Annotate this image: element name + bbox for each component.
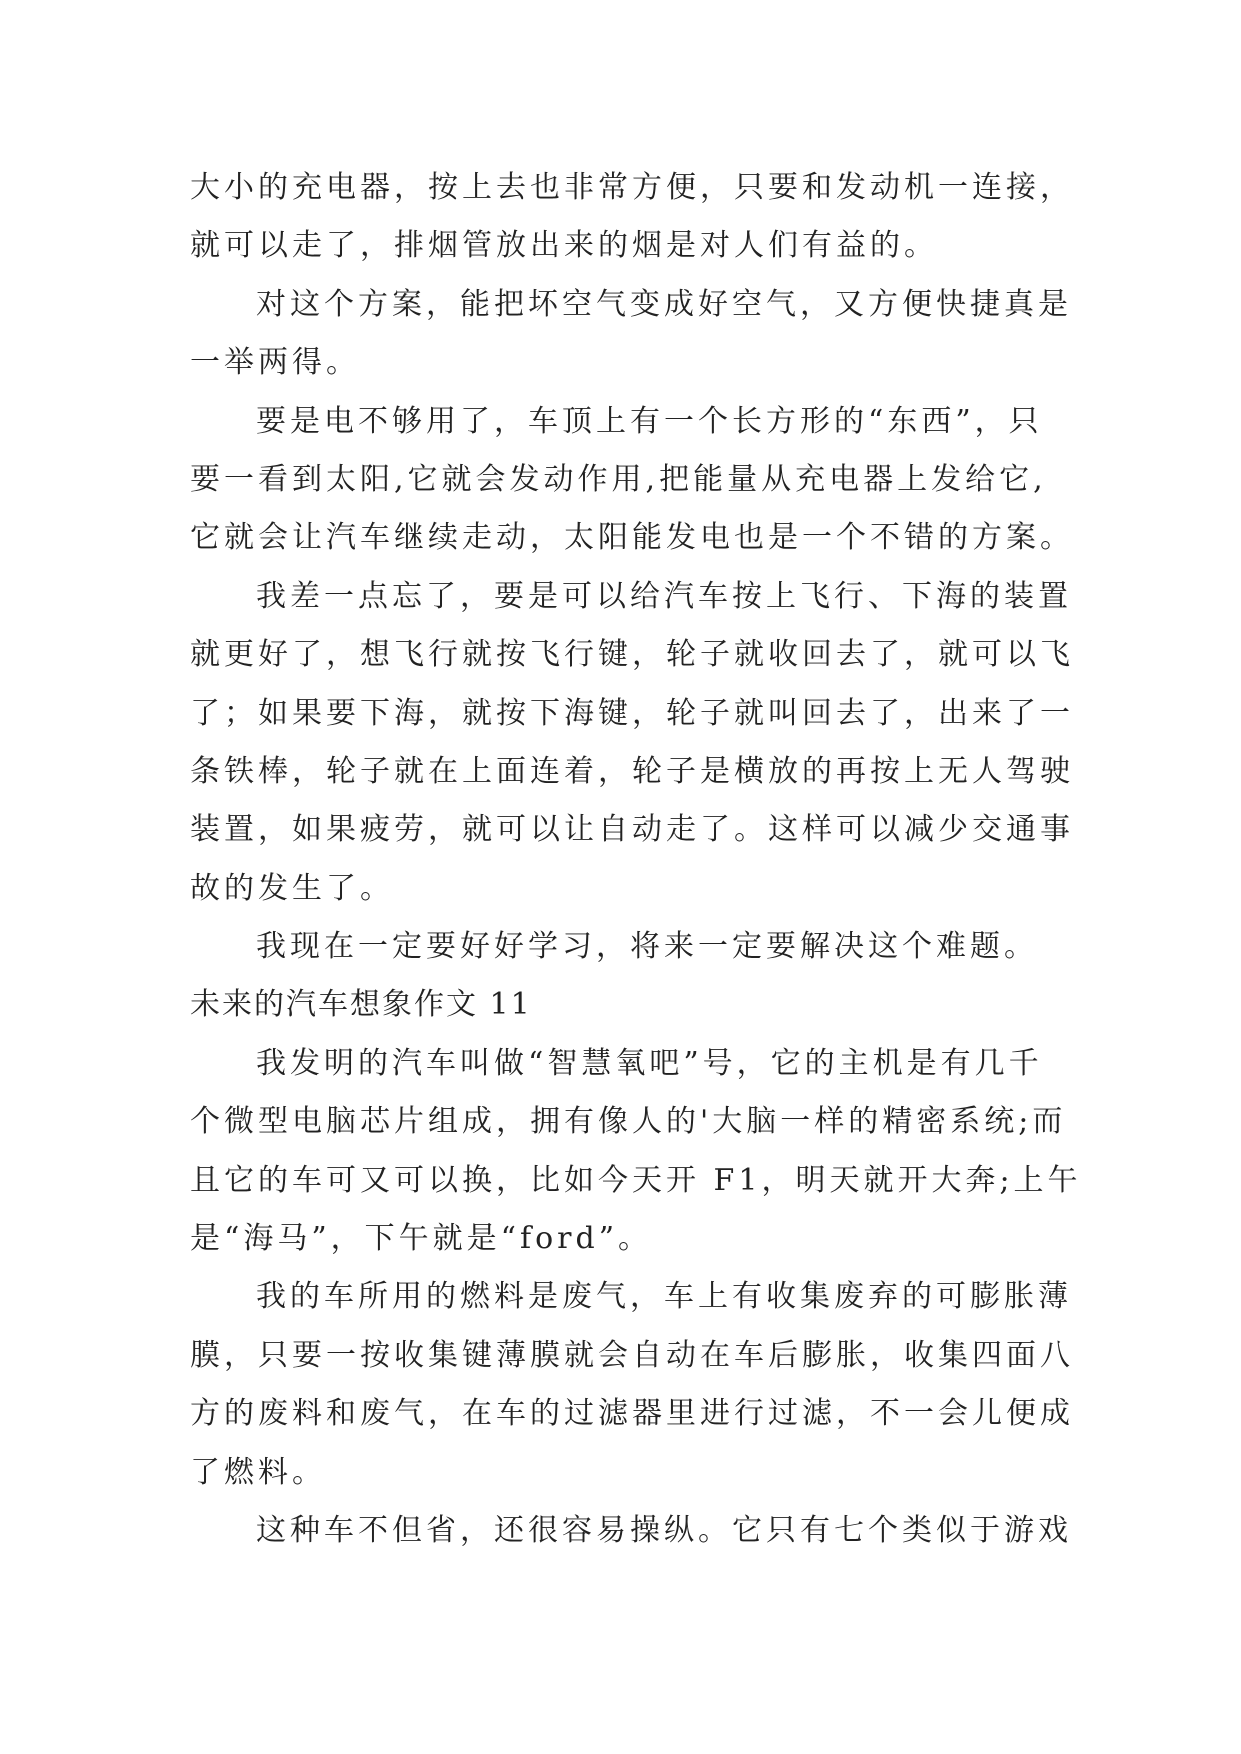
- text-line: 故的发生了。: [190, 870, 394, 906]
- paragraph-start-line: 这种车不但省，还很容易操纵。它只有七个类似于游戏: [256, 1512, 1072, 1548]
- text-line: 个微型电脑芯片组成，拥有像人的'大脑一样的精密系统;而: [190, 1104, 1067, 1140]
- text-line: 膜，只要一按收集键薄膜就会自动在车后膨胀，收集四面八: [190, 1337, 1074, 1373]
- text-line: 它就会让汽车继续走动，太阳能发电也是一个不错的方案。: [190, 520, 1074, 556]
- section-title: 未来的汽车想象作文 11: [190, 987, 532, 1023]
- paragraph-start-line: 我现在一定要好好学习，将来一定要解决这个难题。: [256, 929, 1038, 965]
- text-line: 是“海马”，下午就是“ford”。: [190, 1221, 653, 1257]
- paragraph-start-line: 我发明的汽车叫做“智慧氧吧”号，它的主机是有几千: [256, 1045, 1043, 1081]
- text-line: 了燃料。: [190, 1454, 326, 1490]
- text-line: 一举两得。: [190, 345, 360, 381]
- text-line: 大小的充电器，按上去也非常方便，只要和发动机一连接，: [190, 170, 1074, 205]
- text-line: 就更好了，想飞行就按飞行键，轮子就收回去了，就可以飞: [190, 637, 1074, 673]
- text-line: 要一看到太阳,它就会发动作用,把能量从充电器上发给它,: [190, 461, 1047, 497]
- text-line: 了；如果要下海，就按下海键，轮子就叫回去了，出来了一: [190, 695, 1074, 731]
- paragraph-start-line: 我的车所用的燃料是废气，车上有收集废弃的可膨胀薄: [256, 1279, 1072, 1315]
- paragraph-start-line: 对这个方案，能把坏空气变成好空气，又方便快捷真是: [256, 286, 1072, 322]
- paragraph-start-line: 要是电不够用了，车顶上有一个长方形的“东西”，只: [256, 403, 1043, 439]
- text-line: 且它的车可又可以换，比如今天开 F1，明天就开大奔;上午: [190, 1162, 1082, 1198]
- paragraph-start-line: 我差一点忘了，要是可以给汽车按上飞行、下海的装置: [256, 578, 1072, 614]
- text-line: 就可以走了，排烟管放出来的烟是对人们有益的。: [190, 228, 938, 264]
- document-body: [190, 159, 1082, 1560]
- text-line: 装置，如果疲劳，就可以让自动走了。这样可以减少交通事: [190, 812, 1074, 848]
- text-line: 条铁棒，轮子就在上面连着，轮子是横放的再按上无人驾驶: [190, 753, 1074, 789]
- text-line: 方的废料和废气，在车的过滤器里进行过滤，不一会儿便成: [190, 1396, 1074, 1432]
